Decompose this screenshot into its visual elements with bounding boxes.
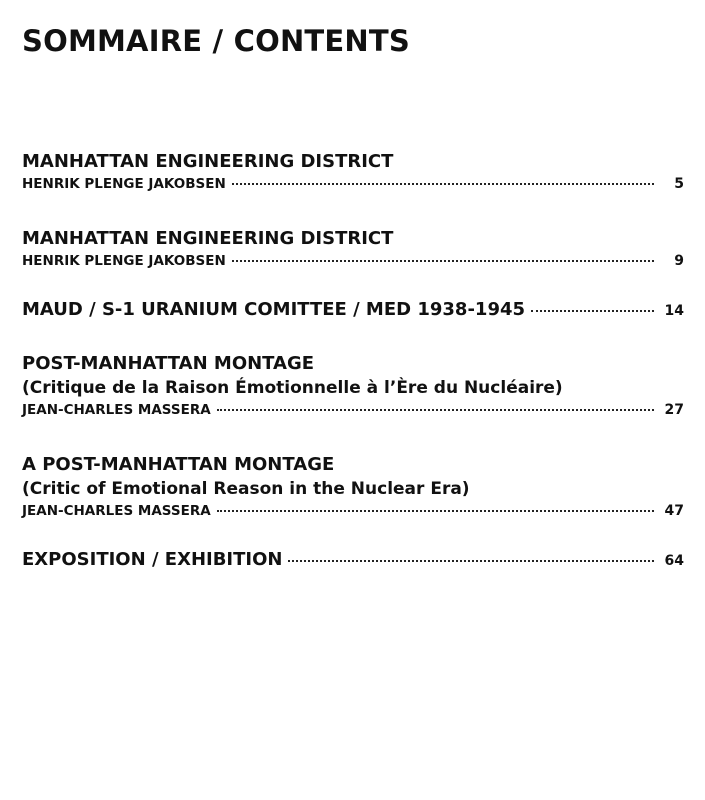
entry-title: MAUD / S-1 URANIUM COMITTEE / MED 1938-1945: [22, 299, 526, 320]
entry-author-row: [22, 174, 684, 194]
page-number: 9: [674, 253, 684, 269]
dot-leader: [531, 310, 654, 312]
entry-author-row: [22, 400, 684, 420]
entry-title-row: [22, 548, 684, 573]
entry-author: JEAN-CHARLES MASSERA: [22, 503, 211, 519]
toc-entry[interactable]: [22, 227, 684, 271]
dot-leader: [232, 183, 654, 185]
entry-title: A POST-MANHATTAN MONTAGE: [22, 454, 335, 475]
entry-author: HENRIK PLENGE JAKOBSEN: [22, 176, 226, 192]
entry-subtitle: (Critique de la Raison Émotionnelle à l’Ère du Nucléaire): [22, 378, 563, 398]
page-title: SOMMAIRE / CONTENTS: [22, 24, 410, 58]
page-number: 14: [664, 303, 684, 319]
page-number: 27: [664, 402, 684, 418]
dot-leader: [217, 409, 654, 411]
entry-title: POST-MANHATTAN MONTAGE: [22, 353, 315, 374]
entry-author: HENRIK PLENGE JAKOBSEN: [22, 253, 226, 269]
entry-title-row: [22, 298, 684, 323]
entry-author-row: [22, 251, 684, 271]
entry-title: EXPOSITION / EXHIBITION: [22, 549, 283, 570]
page-number: 64: [664, 553, 684, 569]
dot-leader: [288, 560, 654, 562]
page-number: 5: [674, 176, 684, 192]
entry-author-row: [22, 501, 684, 521]
table-of-contents: [22, 150, 684, 573]
entry-title: MANHATTAN ENGINEERING DISTRICT: [22, 228, 394, 249]
dot-leader: [232, 260, 654, 262]
dot-leader: [217, 510, 654, 512]
toc-entry[interactable]: [22, 548, 684, 573]
toc-entry[interactable]: [22, 352, 684, 420]
toc-entry[interactable]: [22, 298, 684, 323]
entry-subtitle: (Critic of Emotional Reason in the Nuclear Era): [22, 479, 470, 499]
toc-entry[interactable]: [22, 453, 684, 521]
toc-entry[interactable]: [22, 150, 684, 194]
entry-author: JEAN-CHARLES MASSERA: [22, 402, 211, 418]
page-number: 47: [664, 503, 684, 519]
entry-title: MANHATTAN ENGINEERING DISTRICT: [22, 151, 394, 172]
